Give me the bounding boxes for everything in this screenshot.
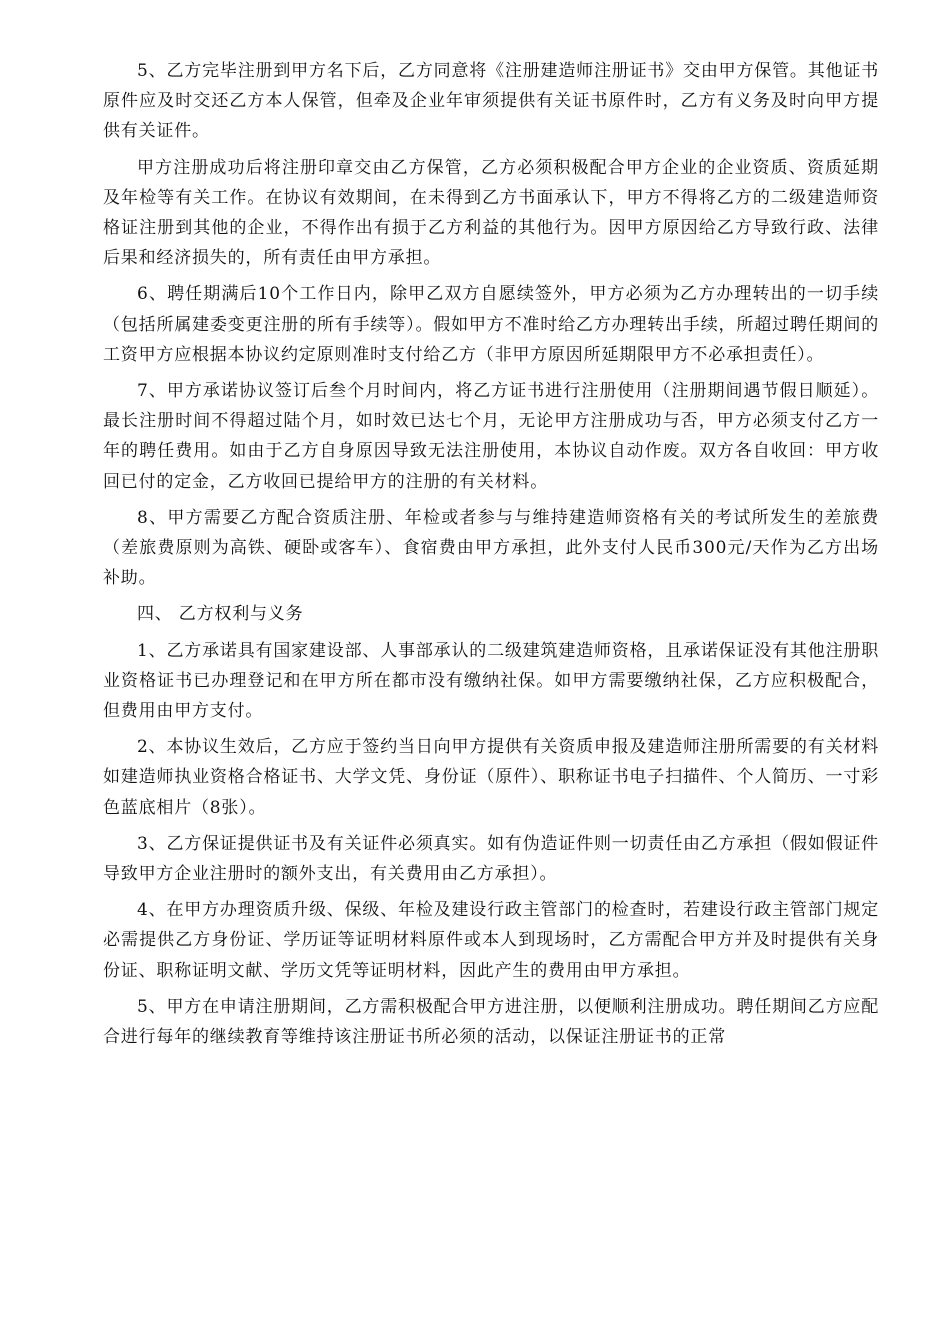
paragraph-clause-8-travel-expenses: 8、甲方需要乙方配合资质注册、年检或者参与与维持建造师资格有关的考试所发生的差旅费（差旅费原则为高铁、硬卧或客车）、食宿费由甲方承担，此外支付人民币300元/天作为乙方出场补助。 [103,507,879,589]
paragraph-clause-6-transfer: 6、聘任期满后10个工作日内，除甲乙双方自愿续签外，甲方必须为乙方办理转出的一切手续（包括所属建委变更注册的所有手续等）。假如甲方不准时给乙方办理转出手续，所超过聘任期间的工资甲方应根据本协议约定原则准时支付给乙方（非甲方原因所延期限甲方不必承担责任）。 [103,284,879,365]
paragraph-clause-5-certificate-custody: 5、乙方完毕注册到甲方名下后，乙方同意将《注册建造师注册证书》交由甲方保管。其他证书原件应及时交还乙方本人保管，但牵及企业年审须提供有关证书原件时，乙方有义务及时向甲方提供有关证件。 [103,61,879,142]
paragraph-b-clause-4-inspection: 4、在甲方办理资质升级、保级、年检及建设行政主管部门的检查时，若建设行政主管部门规定必需提供乙方身份证、学历证等证明材料原件或本人到现场时，乙方需配合甲方并及时提供有关身份证、职称证明文献、学历文凭等证明材料，因此产生的费用由甲方承担。 [103,900,879,981]
paragraph-b-clause-5-registration: 5、甲方在申请注册期间，乙方需积极配合甲方进注册，以便顺利注册成功。聘任期间乙方应配合进行每年的继续教育等维持该注册证书所必须的活动，以保证注册证书的正常 [103,996,879,1048]
paragraph-b-clause-3-authenticity: 3、乙方保证提供证书及有关证件必须真实。如有伪造证件则一切责任由乙方承担（假如假证件导致甲方企业注册时的额外支出，有关费用由乙方承担）。 [103,833,879,885]
paragraph-b-clause-1-qualification: 1、乙方承诺具有国家建设部、人事部承认的二级建筑建造师资格，且承诺保证没有其他注册职业资格证书已办理登记和在甲方所在都市没有缴纳社保。如甲方需要缴纳社保，乙方应积极配合，但费用由甲方支付。 [103,640,879,722]
document-body [103,56,879,1058]
paragraph-seal-custody: 甲方注册成功后将注册印章交由乙方保管，乙方必须积极配合甲方企业的企业资质、资质延期及年检等有关工作。在协议有效期间，在未得到乙方书面承认下，甲方不得将乙方的二级建造师资格证注册到其他的企业，不得作出有损于乙方利益的其他行为。因甲方原因给乙方导致行政、法律后果和经济损失的，所有责任由甲方承担。 [103,157,879,269]
paragraph-clause-7-registration-period: 7、甲方承诺协议签订后叁个月时间内，将乙方证书进行注册使用（注册期间遇节假日顺延）。最长注册时间不得超过陆个月，如时效已达七个月，无论甲方注册成功与否，甲方必须支付乙方一年的聘任费用。如由于乙方自身原因导致无法注册使用，本协议自动作废。双方各自收回：甲方收回已付的定金，乙方收回已提给甲方的注册的有关材料。 [103,381,879,492]
paragraph-b-clause-2-materials: 2、本协议生效后，乙方应于签约当日向甲方提供有关资质申报及建造师注册所需要的有关材料如建造师执业资格合格证书、大学文凭、身份证（原件）、职称证书电子扫描件、个人简历、一寸彩色蓝底相片（8张）。 [103,737,879,818]
section-heading-party-b-rights: 四、 乙方权利与义务 [137,604,304,625]
